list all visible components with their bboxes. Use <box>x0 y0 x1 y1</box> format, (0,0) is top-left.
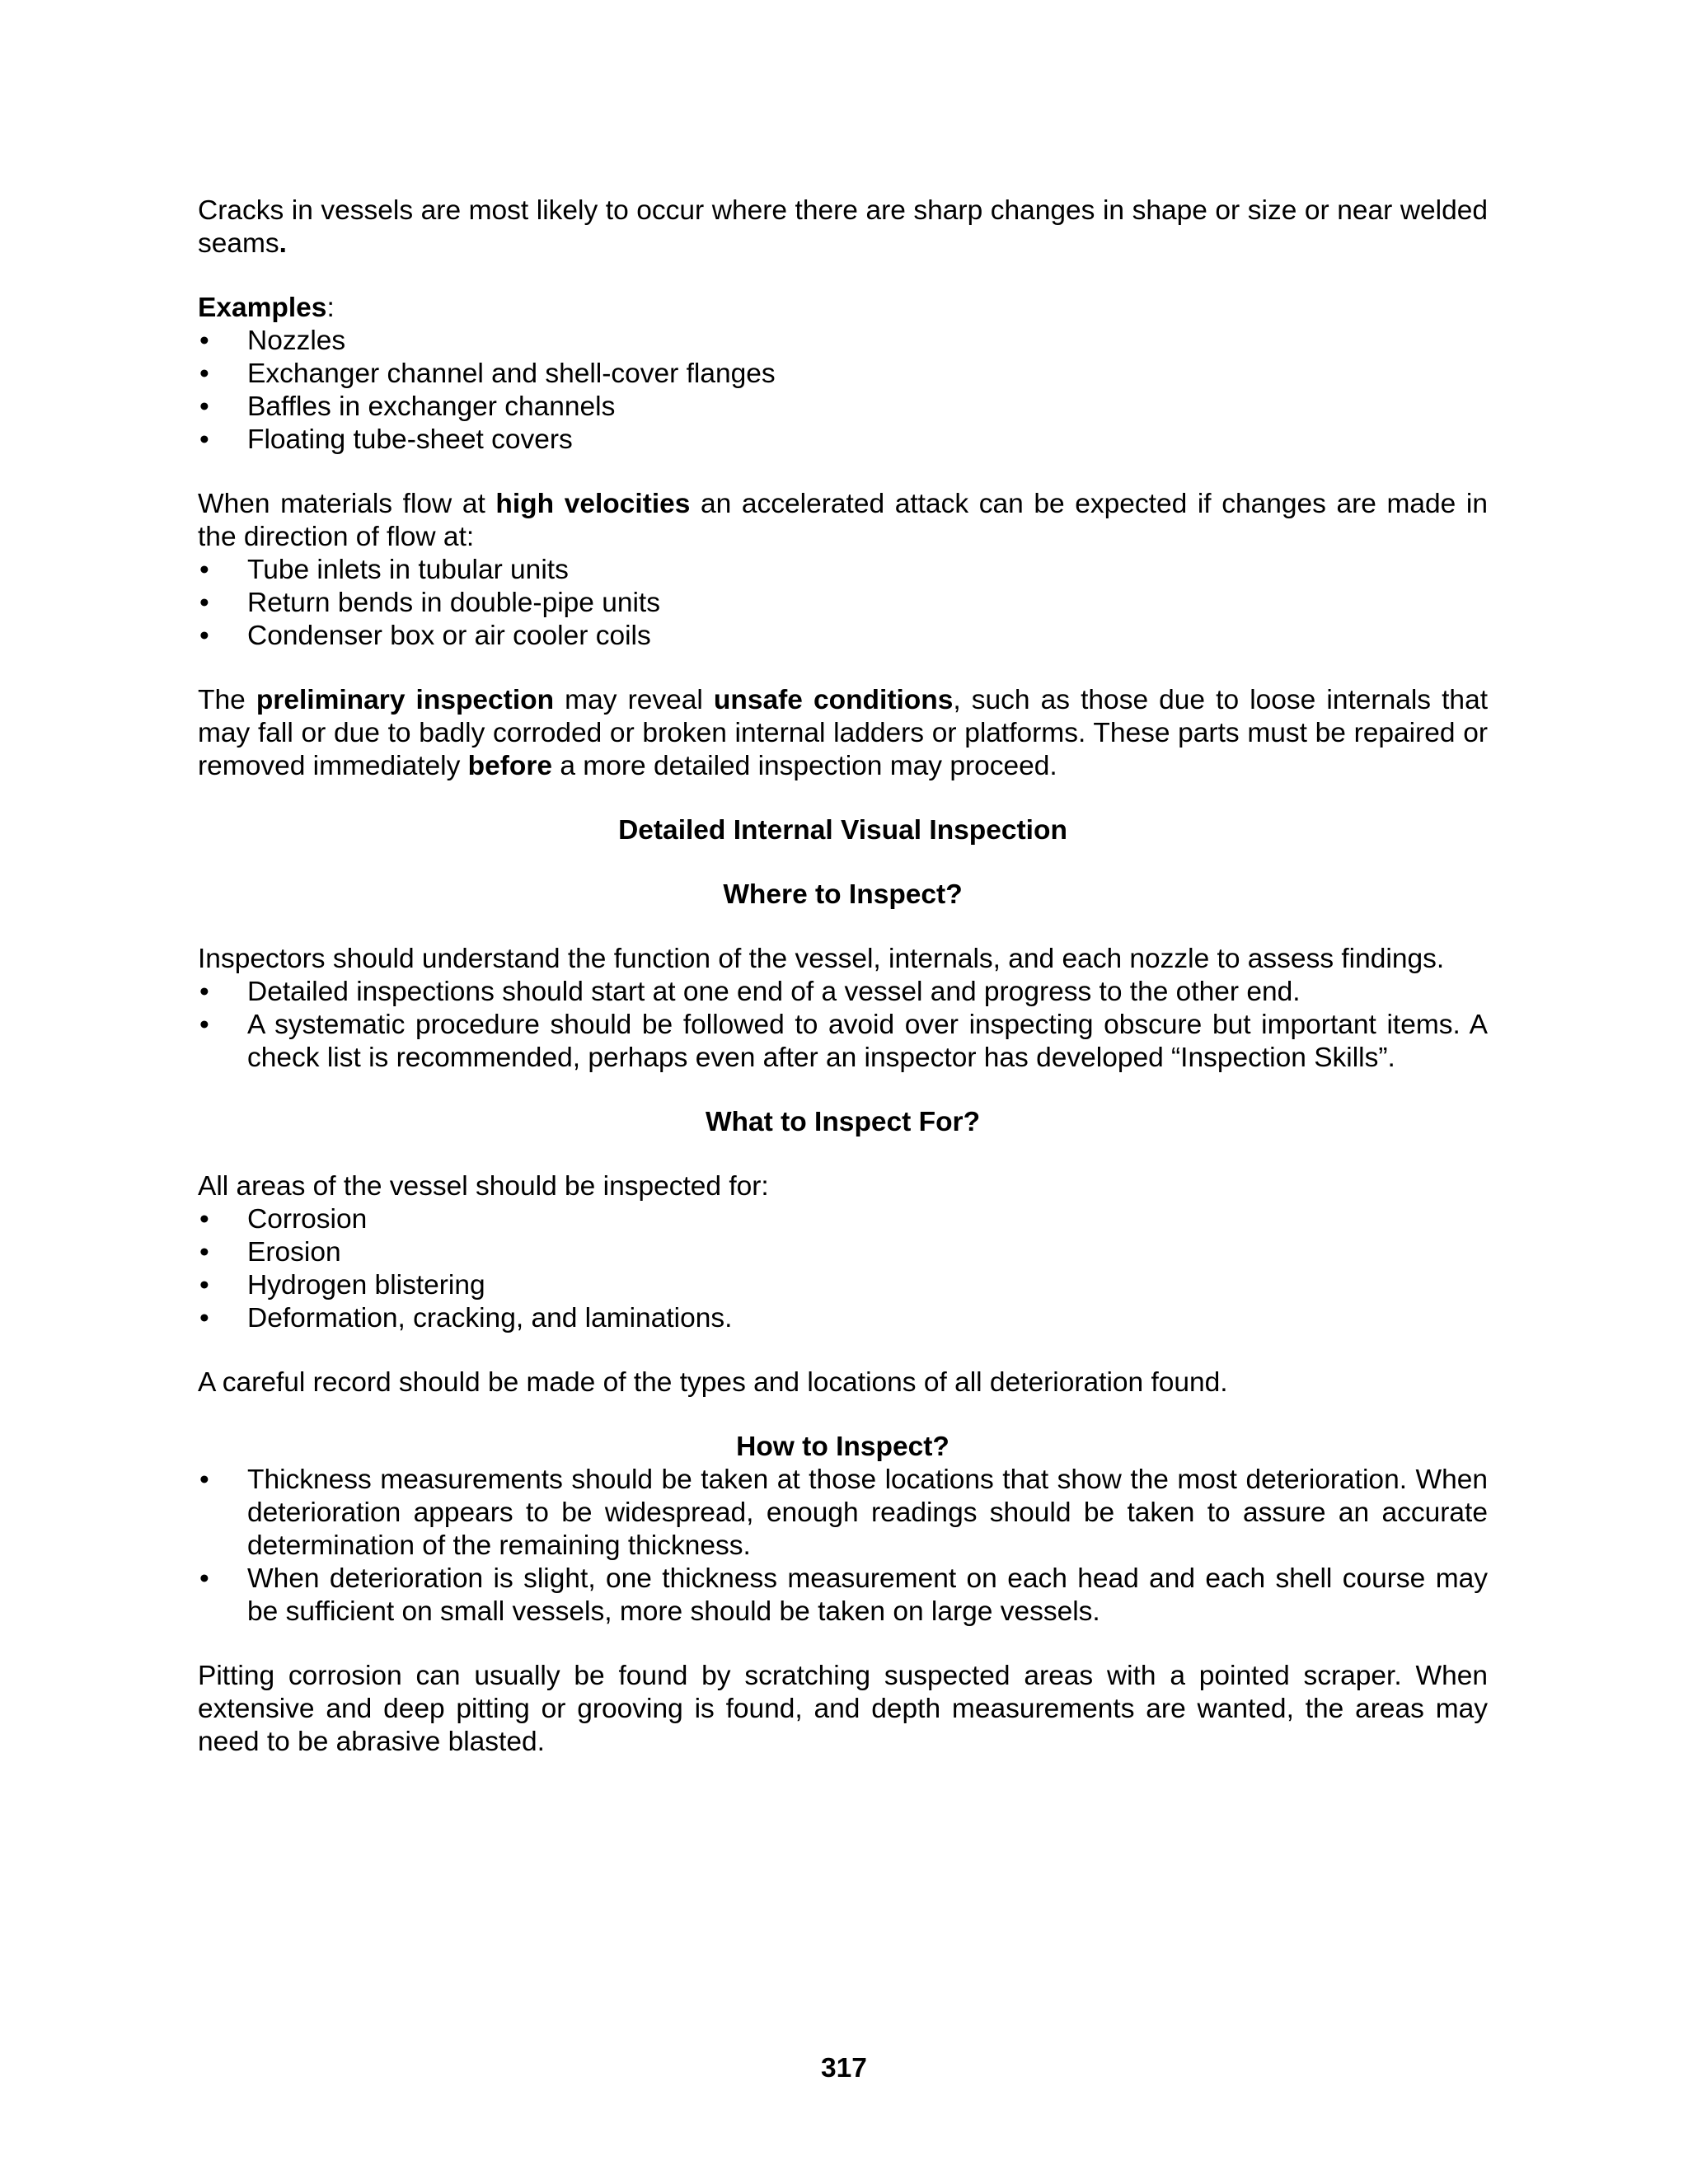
list-item: • Exchanger channel and shell-cover flanges <box>198 358 1488 391</box>
list-item: • A systematic procedure should be followed to avoid over inspecting obscure but important items. A check list is recommended, perhaps even after an inspector has developed “Inspection Skills”. <box>198 1009 1488 1075</box>
section-heading-how: How to Inspect? <box>736 1432 950 1462</box>
list-item: • When deterioration is slight, one thickness measurement on each head and each shell course may be sufficient on small vessels, more should be taken on large vessels. <box>198 1563 1488 1629</box>
examples-label: Examples: <box>198 293 335 323</box>
list-item: • Nozzles <box>198 325 1488 358</box>
section-heading-what: What to Inspect For? <box>705 1107 981 1137</box>
where-paragraph: Inspectors should understand the function of the vessel, internals, and each nozzle to assess findings. <box>198 944 1445 974</box>
intro-paragraph: Cracks in vessels are most likely to occur where there are sharp changes in shape or size or near welded seams. <box>198 195 1488 259</box>
list-item: • Thickness measurements should be taken at those locations that show the most deterioration. When deterioration appears to be widespread, enough readings should be taken to assure an accurate determination of the remaining thickness. <box>198 1464 1488 1563</box>
list-item: • Erosion <box>198 1236 1488 1269</box>
list-item: • Corrosion <box>198 1203 1488 1236</box>
list-item: • Hydrogen blistering <box>198 1269 1488 1302</box>
velocity-paragraph: When materials flow at high velocities an accelerated attack can be expected if changes are made in the direction of flow at: <box>198 489 1488 552</box>
list-item: • Detailed inspections should start at one end of a vessel and progress to the other end. <box>198 976 1488 1009</box>
section-heading-detailed: Detailed Internal Visual Inspection <box>618 815 1067 846</box>
record-paragraph: A careful record should be made of the types and locations of all deterioration found. <box>198 1367 1228 1398</box>
section-heading-where: Where to Inspect? <box>723 879 963 910</box>
list-item: • Return bends in double-pipe units <box>198 587 1488 620</box>
how-list <box>198 1464 1488 1629</box>
list-item: • Deformation, cracking, and laminations. <box>198 1302 1488 1335</box>
what-paragraph: All areas of the vessel should be inspected for: <box>198 1171 769 1202</box>
document-page <box>198 194 1488 1759</box>
examples-list <box>198 325 1488 457</box>
list-item: • Baffles in exchanger channels <box>198 391 1488 424</box>
list-item: • Floating tube-sheet covers <box>198 424 1488 457</box>
preliminary-inspection-paragraph: The preliminary inspection may reveal unsafe conditions, such as those due to loose internals that may fall or due to badly corroded or broken internal ladders or platforms. These parts must be repaired or removed immediately before a more detailed inspection may proceed. <box>198 685 1489 781</box>
pitting-paragraph: Pitting corrosion can usually be found by scratching suspected areas with a pointed scraper. When extensive and deep pitting or grooving is found, and depth measurements are wanted, the areas may need to be abrasive blasted. <box>198 1661 1488 1757</box>
what-list <box>198 1203 1488 1335</box>
flow-list <box>198 554 1488 653</box>
list-item: • Tube inlets in tubular units <box>198 554 1488 587</box>
list-item: • Condenser box or air cooler coils <box>198 620 1488 653</box>
where-list <box>198 976 1488 1075</box>
page-number: 317 <box>821 2053 867 2083</box>
